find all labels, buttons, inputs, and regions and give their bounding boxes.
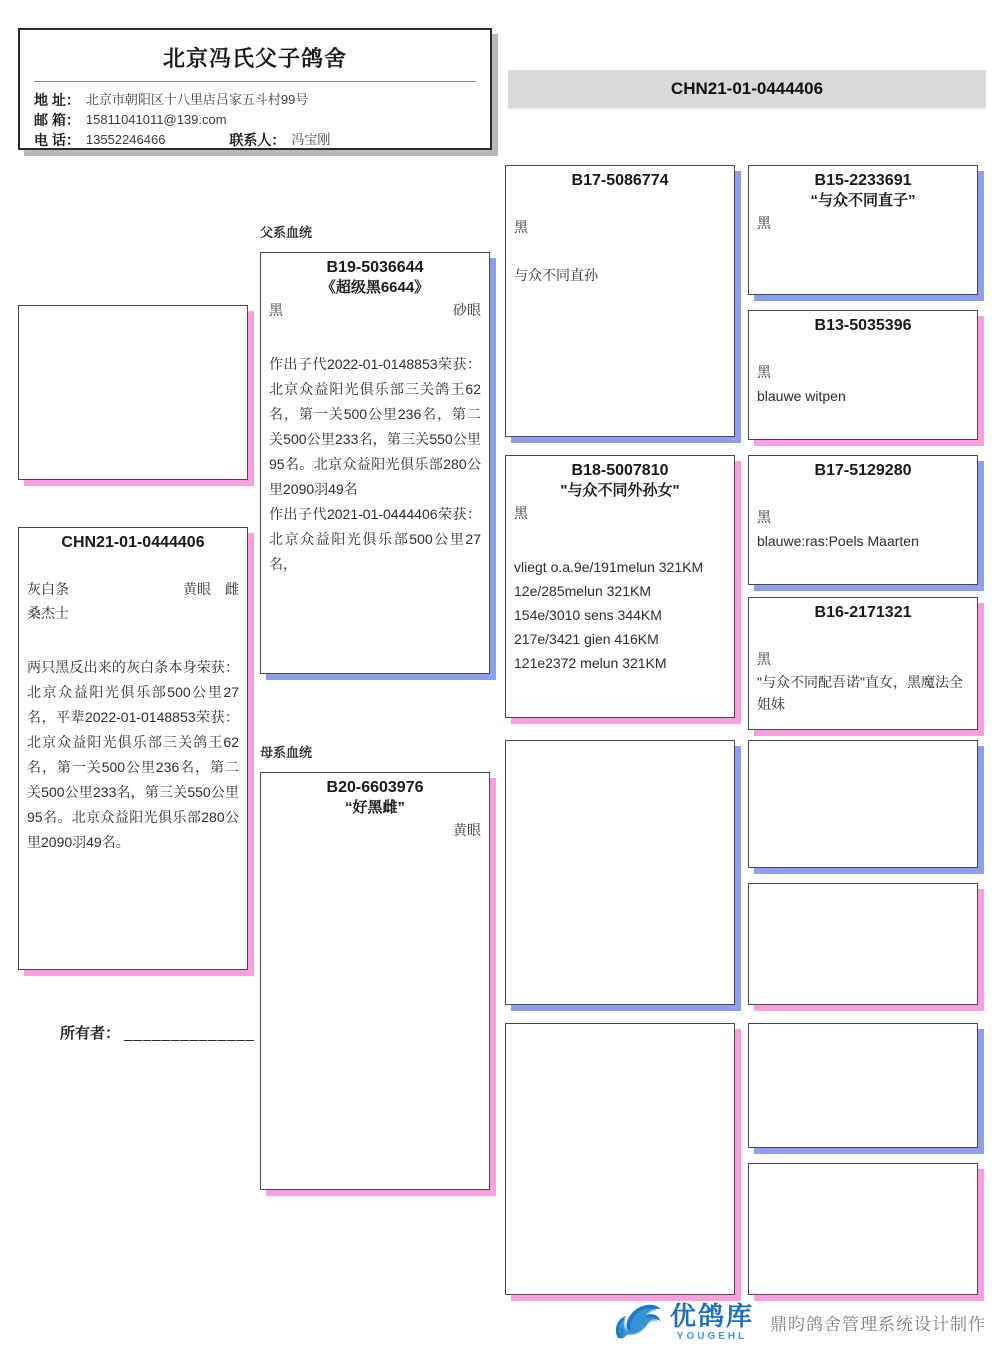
logo-text [670,1300,755,1342]
dam-line-label: 母系血统 [260,745,313,760]
phone-value: 13552246466 [85,132,166,147]
subject-color: 灰白条 [27,581,69,597]
sire-achievement-1: 作出子代2022-01-0148853荣获：北京众益阳光俱乐部三关鸽王62名，第一关500公里236名，第二关500公里233名，第三关550公里95名。北京众益阳光俱乐部280公里2090羽49名 [269,356,481,497]
ggp-empty-box-4 [748,1163,978,1295]
ggp-b16-box [748,597,978,730]
sire-achievement-2: 作出子代2021-01-0444406荣获：北京众益阳光俱乐部500公里27名， [269,506,481,572]
sire-dam-result: 12e/285melun 321KM [514,583,651,599]
sire-sire-ring: B17-5086774 [571,172,669,189]
sire-dam-box [505,455,735,718]
sire-line-label: 父系血统 [260,225,313,240]
subject-bird-box [18,527,248,970]
sire-ring: B19-5036644 [326,259,424,276]
address-value: 北京市朝阳区十八里店吕家五斗村99号 [85,92,309,107]
sire-dam-result: 154e/3010 sens 344KM [514,607,662,623]
ggp-b16-note: "与众不同配吾诺"直女，黑魔法全姐妹 [757,674,963,712]
ggp-b13-ring: B13-5035396 [814,317,912,334]
ggp-b17-color: 黑 [757,509,771,525]
ggp-b15-color: 黑 [757,215,771,231]
sire-name: 《超级黑6644》 [320,279,430,296]
email-value: 15811041011@139.com [85,112,227,127]
footer [612,1298,986,1346]
subject-sex: 雌 [225,581,239,597]
ggp-b16-ring: B16-2171321 [814,604,912,621]
sire-dam-name: "与众不同外孙女" [560,482,680,499]
ggp-b13-note: blauwe witpen [757,388,846,404]
ggp-b17-box [748,455,978,585]
logo-en-text: YOUGEHL [676,1330,748,1342]
dam-box [260,772,490,1190]
sire-box [260,252,490,674]
yougehl-logo-icon [612,1298,664,1346]
phone-contact-spacer [165,130,229,150]
subject-color-eye-row [27,577,239,601]
footer-credit-text: 鼎昀鸽舍管理系统设计制作 [770,1314,987,1334]
sire-dam-ring: B18-5007810 [571,462,669,479]
address-row [34,90,476,110]
address-label: 地 址： [34,92,80,108]
owner-blank-line: ______________ [124,1025,255,1042]
sire-sire-note: 与众不同直孙 [514,267,598,283]
owner-row [60,1022,255,1043]
sire-color: 黑 [269,302,283,318]
email-label: 邮 箱： [34,112,80,128]
photo-placeholder-box [18,305,248,480]
ggp-b16-color: 黑 [757,651,771,667]
ggp-b13-box [748,310,978,440]
ggp-b15-ring: B15-2233691 [814,172,912,189]
sire-dam-result: vliegt o.a.9e/191melun 321KM [514,559,704,575]
ring-number-title-bar: CHN21-01-0444406 [508,70,986,110]
logo-cn-text: 优鸽库 [670,1300,755,1331]
contact-label: 联系人： [229,132,286,148]
subject-description: 两只黑反出来的灰白条本身荣获：北京众益阳光俱乐部500公里27名，平辈2022-01-0148853荣获：北京众益阳光俱乐部三关鸽王62名，第一关500公里236名，第二关500公里233名，第三关550公里95名。北京众益阳光俱乐部280公里2090羽49名。 [27,659,239,850]
contact-value: 冯宝刚 [291,132,331,147]
dam-name: “好黑雌” [344,799,405,816]
loft-name: 北京冯氏父子鸽舍 [162,46,347,71]
sire-dam-result: 217e/3421 gien 416KM [514,631,659,647]
ggp-b15-box [748,165,978,295]
ggp-empty-box-2 [748,883,978,1005]
sire-eye: 砂眼 [453,302,481,318]
ggp-b15-name: “与众不同直子” [810,192,916,209]
ggp-b13-color: 黑 [757,364,771,380]
email-row [34,110,476,130]
dam-dam-box-empty [505,1023,735,1295]
subject-ring: CHN21-01-0444406 [61,534,205,551]
subject-strain: 桑杰士 [27,605,69,621]
header-divider [34,81,476,82]
ggp-b17-note: blauwe:ras:Poels Maarten [757,533,919,549]
dam-sire-box-empty [505,740,735,1005]
owner-label: 所有者： [60,1025,121,1042]
sire-sire-color: 黑 [514,219,528,235]
subject-eye: 黄眼 [183,581,211,597]
loft-info-card [18,28,492,150]
ggp-b17-ring: B17-5129280 [814,462,912,479]
ggp-empty-box-1 [748,740,978,868]
sire-sire-box [505,165,735,437]
sire-color-eye-row [269,298,481,322]
phone-label: 电 话： [34,132,80,148]
sire-dam-result: 121e2372 melun 321KM [514,655,667,671]
dam-eye: 黄眼 [453,822,481,838]
ggp-empty-box-3 [748,1023,978,1148]
dam-ring: B20-6603976 [326,779,424,796]
phone-row [34,130,476,150]
sire-dam-color: 黑 [514,505,528,521]
